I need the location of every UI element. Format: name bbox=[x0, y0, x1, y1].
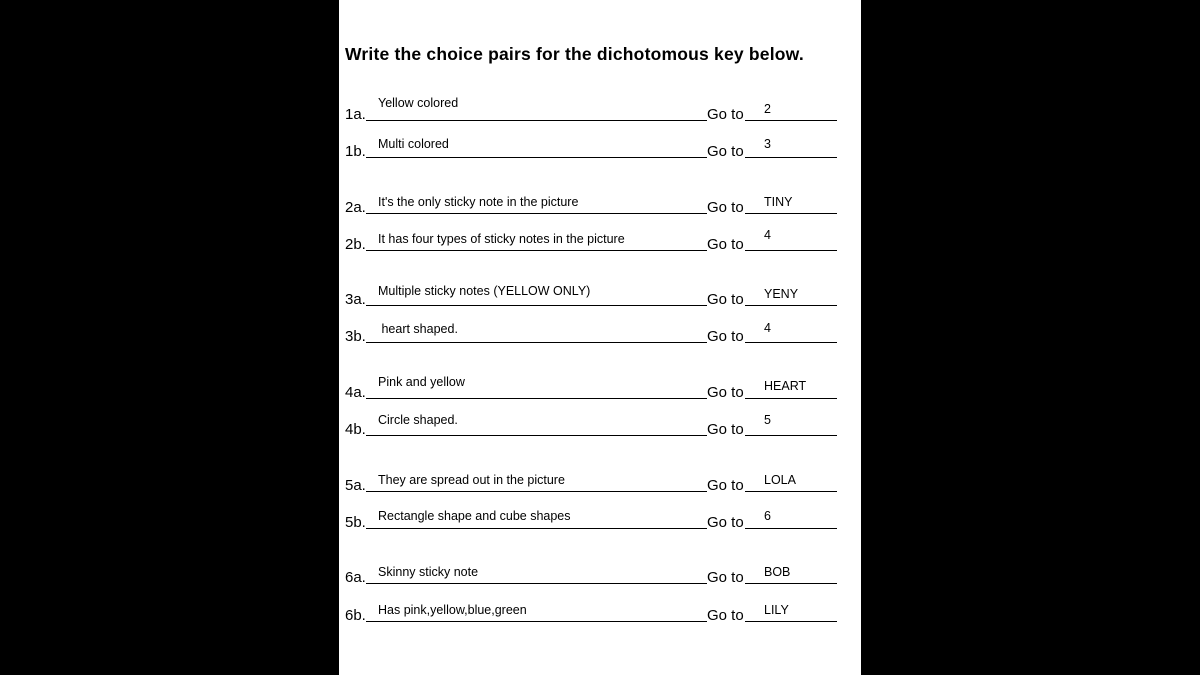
go-to-answer: TINY bbox=[764, 195, 793, 209]
choice-description: It's the only sticky note in the picture bbox=[378, 195, 579, 209]
description-blank[interactable] bbox=[366, 528, 707, 529]
go-to-label: Go to bbox=[707, 421, 744, 438]
choice-description: Skinny sticky note bbox=[378, 565, 479, 579]
answer-blank[interactable] bbox=[745, 621, 837, 622]
answer-blank[interactable] bbox=[745, 157, 837, 158]
description-blank[interactable] bbox=[366, 342, 707, 343]
choice-number: 1b. bbox=[345, 143, 366, 160]
go-to-label: Go to bbox=[707, 199, 744, 216]
go-to-label: Go to bbox=[707, 384, 744, 401]
go-to-answer: HEART bbox=[764, 379, 807, 393]
choice-description: Multiple sticky notes (YELLOW ONLY) bbox=[378, 284, 591, 298]
answer-blank[interactable] bbox=[745, 342, 837, 343]
go-to-answer: 6 bbox=[764, 509, 771, 523]
key-row-6a bbox=[339, 545, 861, 585]
choice-number: 2a. bbox=[345, 199, 366, 216]
description-blank[interactable] bbox=[366, 435, 707, 436]
choice-number: 2b. bbox=[345, 236, 366, 253]
go-to-label: Go to bbox=[707, 477, 744, 494]
choice-description: Has pink,yellow,blue,green bbox=[378, 603, 527, 617]
choice-number: 4b. bbox=[345, 421, 366, 438]
go-to-answer: 4 bbox=[764, 228, 771, 242]
go-to-answer: YENY bbox=[764, 287, 799, 301]
worksheet-page bbox=[339, 0, 861, 675]
worksheet-title: Write the choice pairs for the dichotomous key below. bbox=[345, 44, 804, 64]
go-to-label: Go to bbox=[707, 328, 744, 345]
go-to-label: Go to bbox=[707, 143, 744, 160]
description-blank[interactable] bbox=[366, 157, 707, 158]
go-to-answer: 5 bbox=[764, 413, 771, 427]
choice-number: 4a. bbox=[345, 384, 366, 401]
choice-number: 6b. bbox=[345, 607, 366, 624]
go-to-answer: 3 bbox=[764, 137, 771, 151]
key-row-4b bbox=[339, 397, 861, 437]
key-row-2a bbox=[339, 175, 861, 215]
description-blank[interactable] bbox=[366, 250, 707, 251]
answer-blank[interactable] bbox=[745, 528, 837, 529]
choice-description: heart shaped. bbox=[378, 322, 458, 336]
choice-number: 5a. bbox=[345, 477, 366, 494]
go-to-label: Go to bbox=[707, 291, 744, 308]
choice-number: 3b. bbox=[345, 328, 366, 345]
choice-description: Rectangle shape and cube shapes bbox=[378, 509, 571, 523]
description-blank[interactable] bbox=[366, 621, 707, 622]
choice-description: Pink and yellow bbox=[378, 375, 465, 389]
choice-description: Circle shaped. bbox=[378, 413, 458, 427]
choice-number: 1a. bbox=[345, 106, 366, 123]
go-to-answer: BOB bbox=[764, 565, 791, 579]
choice-description: It has four types of sticky notes in the picture bbox=[378, 232, 625, 246]
key-row-6b bbox=[339, 583, 861, 623]
go-to-answer: LILY bbox=[764, 603, 789, 617]
go-to-answer: LOLA bbox=[764, 473, 796, 487]
key-row-5a bbox=[339, 453, 861, 493]
key-row-3b bbox=[339, 304, 861, 344]
choice-number: 6a. bbox=[345, 569, 366, 586]
go-to-label: Go to bbox=[707, 569, 744, 586]
key-row-4a bbox=[339, 360, 861, 400]
answer-blank[interactable] bbox=[745, 250, 837, 251]
go-to-answer: 4 bbox=[764, 321, 771, 335]
choice-number: 5b. bbox=[345, 514, 366, 531]
go-to-label: Go to bbox=[707, 106, 744, 123]
choice-description: They are spread out in the picture bbox=[378, 473, 565, 487]
go-to-label: Go to bbox=[707, 607, 744, 624]
go-to-label: Go to bbox=[707, 236, 744, 253]
go-to-answer: 2 bbox=[764, 102, 771, 116]
go-to-label: Go to bbox=[707, 514, 744, 531]
key-row-3a bbox=[339, 267, 861, 307]
choice-description: Yellow colored bbox=[378, 96, 459, 110]
key-row-1b bbox=[339, 119, 861, 159]
answer-blank[interactable] bbox=[745, 435, 837, 436]
choice-description: Multi colored bbox=[378, 137, 449, 151]
key-row-5b bbox=[339, 490, 861, 530]
key-row-1a bbox=[339, 82, 861, 122]
choice-number: 3a. bbox=[345, 291, 366, 308]
key-row-2b bbox=[339, 212, 861, 252]
